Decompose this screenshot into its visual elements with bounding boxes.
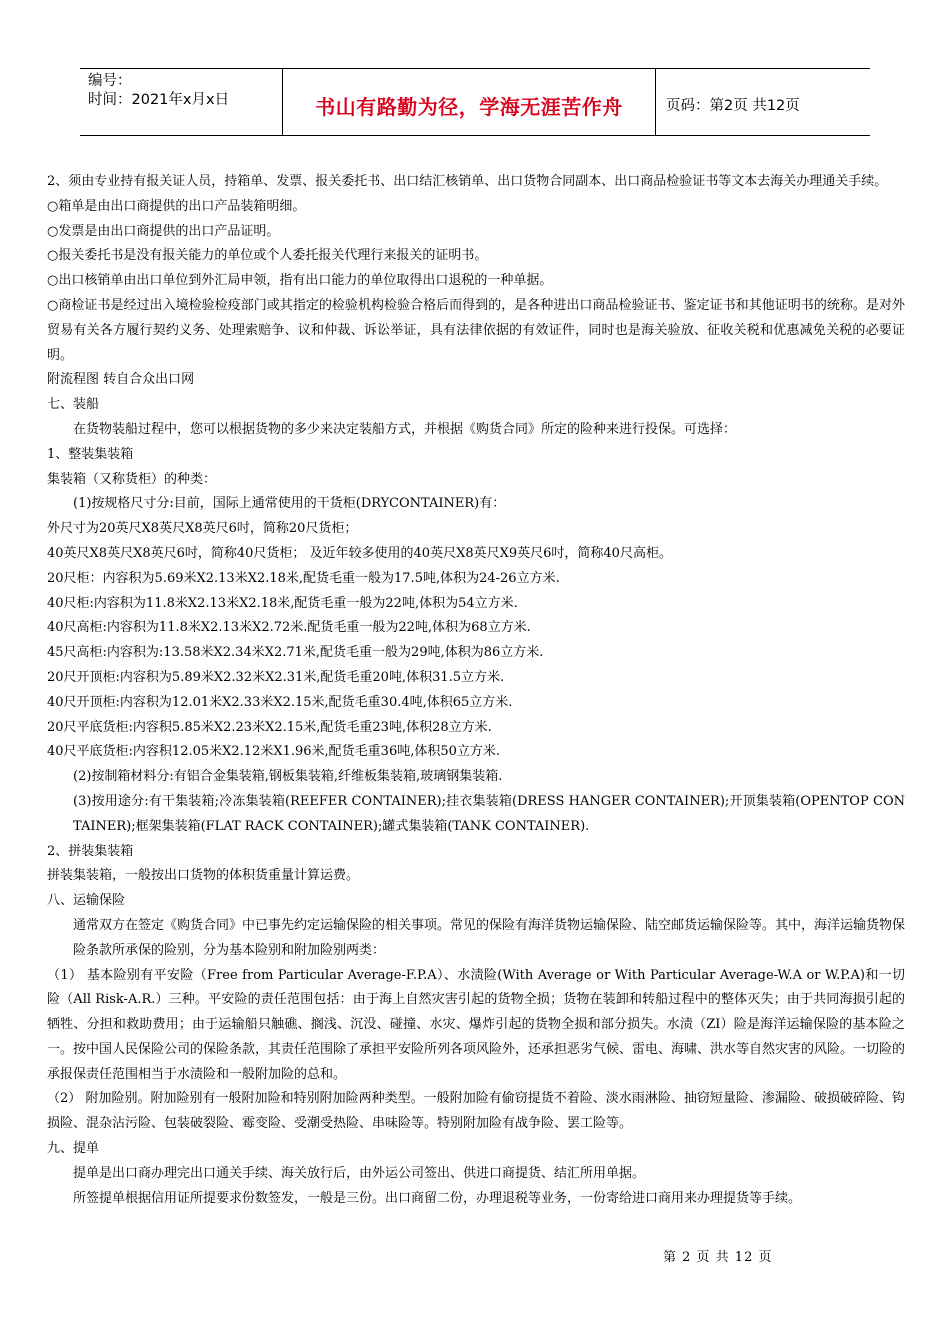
paragraph: 2、须由专业持有报关证人员，持箱单、发票、报关委托书、出口结汇核销单、出口货物合同副本、出口商品检验证书等文本去海关办理通关手续。: [47, 174, 888, 189]
paragraph: 45尺高柜:内容积为:13.58米X2.34米X2.71米,配货毛重一般为29吨,体积为86立方米.: [47, 645, 544, 661]
paragraph: 八、运输保险: [47, 893, 126, 909]
paragraph: 拼装集装箱，一般按出口货物的体积货重量计算运费。: [47, 868, 360, 884]
page-footer: 第 2 页 共 12 页: [663, 1250, 773, 1265]
header-page-cell: [656, 69, 870, 135]
paragraph: 40英尺X8英尺X8英尺6吋，简称40尺货柜； 及近年较多使用的40英尺X8英尺X9英尺6吋，简称40尺高柜。: [47, 545, 672, 561]
paragraph: 集装箱（又称货柜）的种类：: [47, 471, 217, 487]
paragraph: ○报关委托书是没有报关能力的单位或个人委托报关代理行来报关的证明书。: [47, 248, 488, 264]
paragraph: 20尺平底货柜:内容积5.85米X2.23米X2.15米,配货毛重23吨,体积28立方米.: [47, 719, 492, 735]
paragraph: 所签提单根据信用证所提要求份数签发，一般是三份。出口商留二份，办理退税等业务，一份寄给进口商用来办理提货等手续。: [73, 1190, 802, 1206]
paragraph: ○箱单是由出口商提供的出口产品装箱明细。: [47, 198, 306, 214]
paragraph: ○发票是由出口商提供的出口产品证明。: [47, 223, 280, 239]
paragraph: 20尺开顶柜:内容积为5.89米X2.32米X2.31米,配货毛重20吨,体积31.5立方米.: [47, 669, 505, 685]
paragraph: 1、整装集装箱: [47, 446, 134, 462]
paragraph: 40尺平底货柜:内容积12.05米X2.12米X1.96米,配货毛重36吨,体积50立方米.: [47, 744, 501, 760]
motto: 书山有路勤为径，学海无涯苦作舟: [315, 94, 623, 119]
document-body: [47, 170, 905, 1211]
paragraph: 2、拼装集装箱: [47, 843, 134, 859]
paragraph: ○出口核销单由出口单位到外汇局申领，指有出口能力的单位取得出口退税的一种单据。: [47, 273, 553, 289]
number-label: 编号：: [88, 73, 132, 89]
paragraph: (2)按制箱材料分:有铝合金集装箱,钢板集装箱,纤维板集装箱,玻璃钢集装箱.: [73, 769, 503, 785]
page-info: 页码：第2页 共12页: [666, 97, 800, 114]
paragraph: 40尺高柜:内容积为11.8米X2.13米X2.72米.配货毛重一般为22吨,体积为68立方米.: [47, 620, 531, 636]
document-header: [80, 68, 870, 136]
paragraph: ○商检证书是经过出入境检验检疫部门或其指定的检验机构检验合格后而得到的，是各种进出口商品检验证书、鉴定证书和其他证明书的统称。是对外贸易有关各方履行契约义务、处理索赔争、议和仲裁、诉讼举证，具有法律依据的有效证件，同时也是海关验放、征收关税和优惠减免关税的必要证明。: [47, 297, 905, 363]
time-label: 时间：2021年x月x日: [88, 92, 230, 108]
paragraph: 附流程图 转自合众出口网: [47, 372, 195, 388]
paragraph: 外尺寸为20英尺X8英尺X8英尺6吋，简称20尺货柜；: [47, 521, 358, 537]
paragraph: 40尺柜:内容积为11.8米X2.13米X2.18米,配货毛重一般为22吨,体积为54立方米.: [47, 595, 518, 611]
paragraph: （2） 附加险别。附加险别有一般附加险和特别附加险两种类型。一般附加险有偷窃提货不着险、淡水雨淋险、抽窃短量险、渗漏险、破损破碎险、钩损险、混杂沾污险、包装破裂险、霉变险、受潮受热险、串味险等。特别附加险有战争险、罢工险等。: [47, 1091, 905, 1132]
paragraph: 提单是出口商办理完出口通关手续、海关放行后，由外运公司签出、供进口商提货、结汇所用单据。: [73, 1165, 646, 1181]
header-motto-cell: [282, 69, 656, 135]
paragraph: 20尺柜：内容积为5.69米X2.13米X2.18米,配货毛重一般为17.5吨,体积为24-26立方米.: [47, 570, 560, 586]
paragraph: 七、装船: [47, 397, 100, 413]
paragraph: (1)按规格尺寸分:目前，国际上通常使用的干货柜(DRYCONTAINER)有：: [73, 496, 506, 512]
paragraph: 在货物装船过程中，您可以根据货物的多少来决定装船方式，并根据《购货合同》所定的险种来进行投保。可选择：: [73, 421, 737, 437]
paragraph: 40尺开顶柜:内容积为12.01米X2.33米X2.15米,配货毛重30.4吨,体积65立方米.: [47, 694, 513, 710]
paragraph: （1） 基本险别有平安险（Free from Particular Average-F.P.A）、水渍险(With Average or With Particular Average-W.A or W.P.A)和一切险（All Risk-A.R.）三种。平安险的责任范围包括：由于海上自然灾害引起的货物全损；货物在装卸和转船过程中的整体灭失；由于共同海损引起的牺牲、分担和救助费用；由于运输船只触礁、搁浅、沉没、碰撞、水灾、爆炸引起的货物全损和部分损失。水渍（ZI）险是海洋运输保险的基本险之一。按中国人民保险公司的保险条款，其责任范围除了承担平安险所列各项风险外，还承担恶劣气候、雷电、海啸、洪水等自然灾害的风险。一切险的承报保责任范围相当于水渍险和一般附加险的总和。: [47, 967, 906, 1082]
paragraph: 九、提单: [47, 1141, 100, 1157]
paragraph: (3)按用途分:有干集装箱;冷冻集装箱(REEFER CONTAINER);挂衣集装箱(DRESS HANGER CONTAINER);开顶集装箱(OPENTOP CONTAINER);框架集装箱(FLAT RACK CONTAINER);罐式集装箱(TANK CONTAINER).: [73, 793, 905, 834]
paragraph: 通常双方在签定《购货合同》中已事先约定运输保险的相关事项。常见的保险有海洋货物运输保险、陆空邮货运输保险等。其中，海洋运输货物保险条款所承保的险别，分为基本险别和附加险别两类：: [73, 917, 906, 958]
header-info-cell: [80, 69, 282, 135]
